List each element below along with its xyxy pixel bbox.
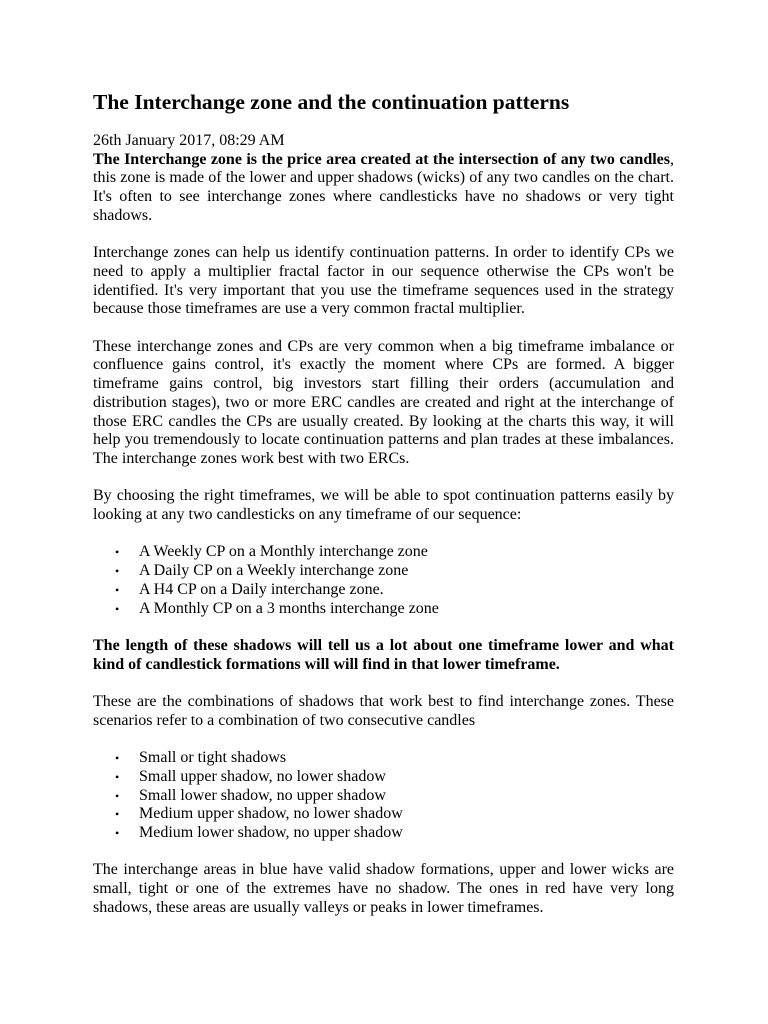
list-item <box>115 767 674 787</box>
list-item-text: A H4 CP on a Daily interchange zone. <box>139 580 384 598</box>
list-item-text: Small or tight shadows <box>139 749 287 767</box>
paragraph-combinations: These are the combinations of shadows that work best to find interchange zones. These scenarios refer to a combination of two consecutive candles <box>93 693 674 729</box>
list-item <box>115 805 674 824</box>
bullet-icon: • <box>115 564 120 579</box>
post-date: 26th January 2017, 08:29 AM <box>93 132 285 149</box>
bullet-icon: • <box>115 601 120 616</box>
bullet-icon: • <box>115 825 120 840</box>
list-item <box>115 786 674 806</box>
page-title: The Interchange zone and the continuation patterns <box>93 90 570 114</box>
bullet-icon: • <box>115 769 120 784</box>
list-item-text: A Daily CP on a Weekly interchange zone <box>139 562 409 580</box>
shadow-length-bold-text: The length of these shadows will tell us a lot about one timeframe lower and what kind of candlestick formations will will find in that lower timeframe. <box>93 636 674 673</box>
list-item-text: Medium lower shadow, no upper shadow <box>139 823 403 841</box>
paragraph-intro <box>93 151 674 226</box>
list-item <box>115 749 674 768</box>
list-item-text: Medium upper shadow, no lower shadow <box>139 805 403 823</box>
paragraph-shadow-length <box>93 637 674 674</box>
list-item <box>115 599 674 619</box>
timeframe-list <box>93 543 674 618</box>
paragraph-interchange-areas: The interchange areas in blue have valid shadow formations, upper and lower wicks are small, tight or one of the extremes have no shadow. The ones in red have very long shadows, these areas are usually valleys or peaks in lower timeframes. <box>93 861 674 916</box>
shadow-combination-list <box>93 749 674 843</box>
bullet-icon: • <box>115 807 120 822</box>
list-item-text: A Weekly CP on a Monthly interchange zone <box>139 543 428 561</box>
paragraph-continuation-patterns: Interchange zones can help us identify continuation patterns. In order to identify CPs we need to apply a multiplier fractal factor in our sequence otherwise the CPs won't be identified. It's very important that you use the timeframe sequences used in the strategy because those timeframes are use a very common fractal multiplier. <box>93 244 674 318</box>
paragraph-imbalance: These interchange zones and CPs are very common when a big timeframe imbalance or confluence gains control, it's exactly the moment where CPs are formed. A bigger timeframe gains control, big investors start filling their orders (accumulation and distribution stages), two or more ERC candles are created and right at the interchange of those ERC candles the CPs are usually created. By looking at the charts this way, it will help you tremendously to locate continuation patterns and plan trades at these imbalances. The interchange zones work best with two ERCs. <box>93 337 674 467</box>
list-item-text: Small upper shadow, no lower shadow <box>139 767 386 785</box>
paragraph-timeframes: By choosing the right timeframes, we will be able to spot continuation patterns easily by looking at any two candlesticks on any timeframe of our sequence: <box>93 487 674 524</box>
list-item <box>115 543 674 562</box>
bullet-icon: • <box>115 751 120 766</box>
intro-text: , this zone is made of the lower and upper shadows (wicks) of any two candles on the chart. It's often to see interchange zones where candlesticks have no shadows or very tight shadows. <box>93 150 674 224</box>
list-item-text: A Monthly CP on a 3 months interchange zone <box>139 599 439 617</box>
document-page <box>93 88 674 917</box>
intro-bold-text: The Interchange zone is the price area created at the intersection of any two candles <box>93 150 670 168</box>
bullet-icon: • <box>115 545 120 560</box>
list-item <box>115 580 674 600</box>
list-item <box>115 562 674 581</box>
list-item <box>115 823 674 843</box>
list-item-text: Small lower shadow, no upper shadow <box>139 786 386 804</box>
bullet-icon: • <box>115 582 120 597</box>
bullet-icon: • <box>115 788 120 803</box>
